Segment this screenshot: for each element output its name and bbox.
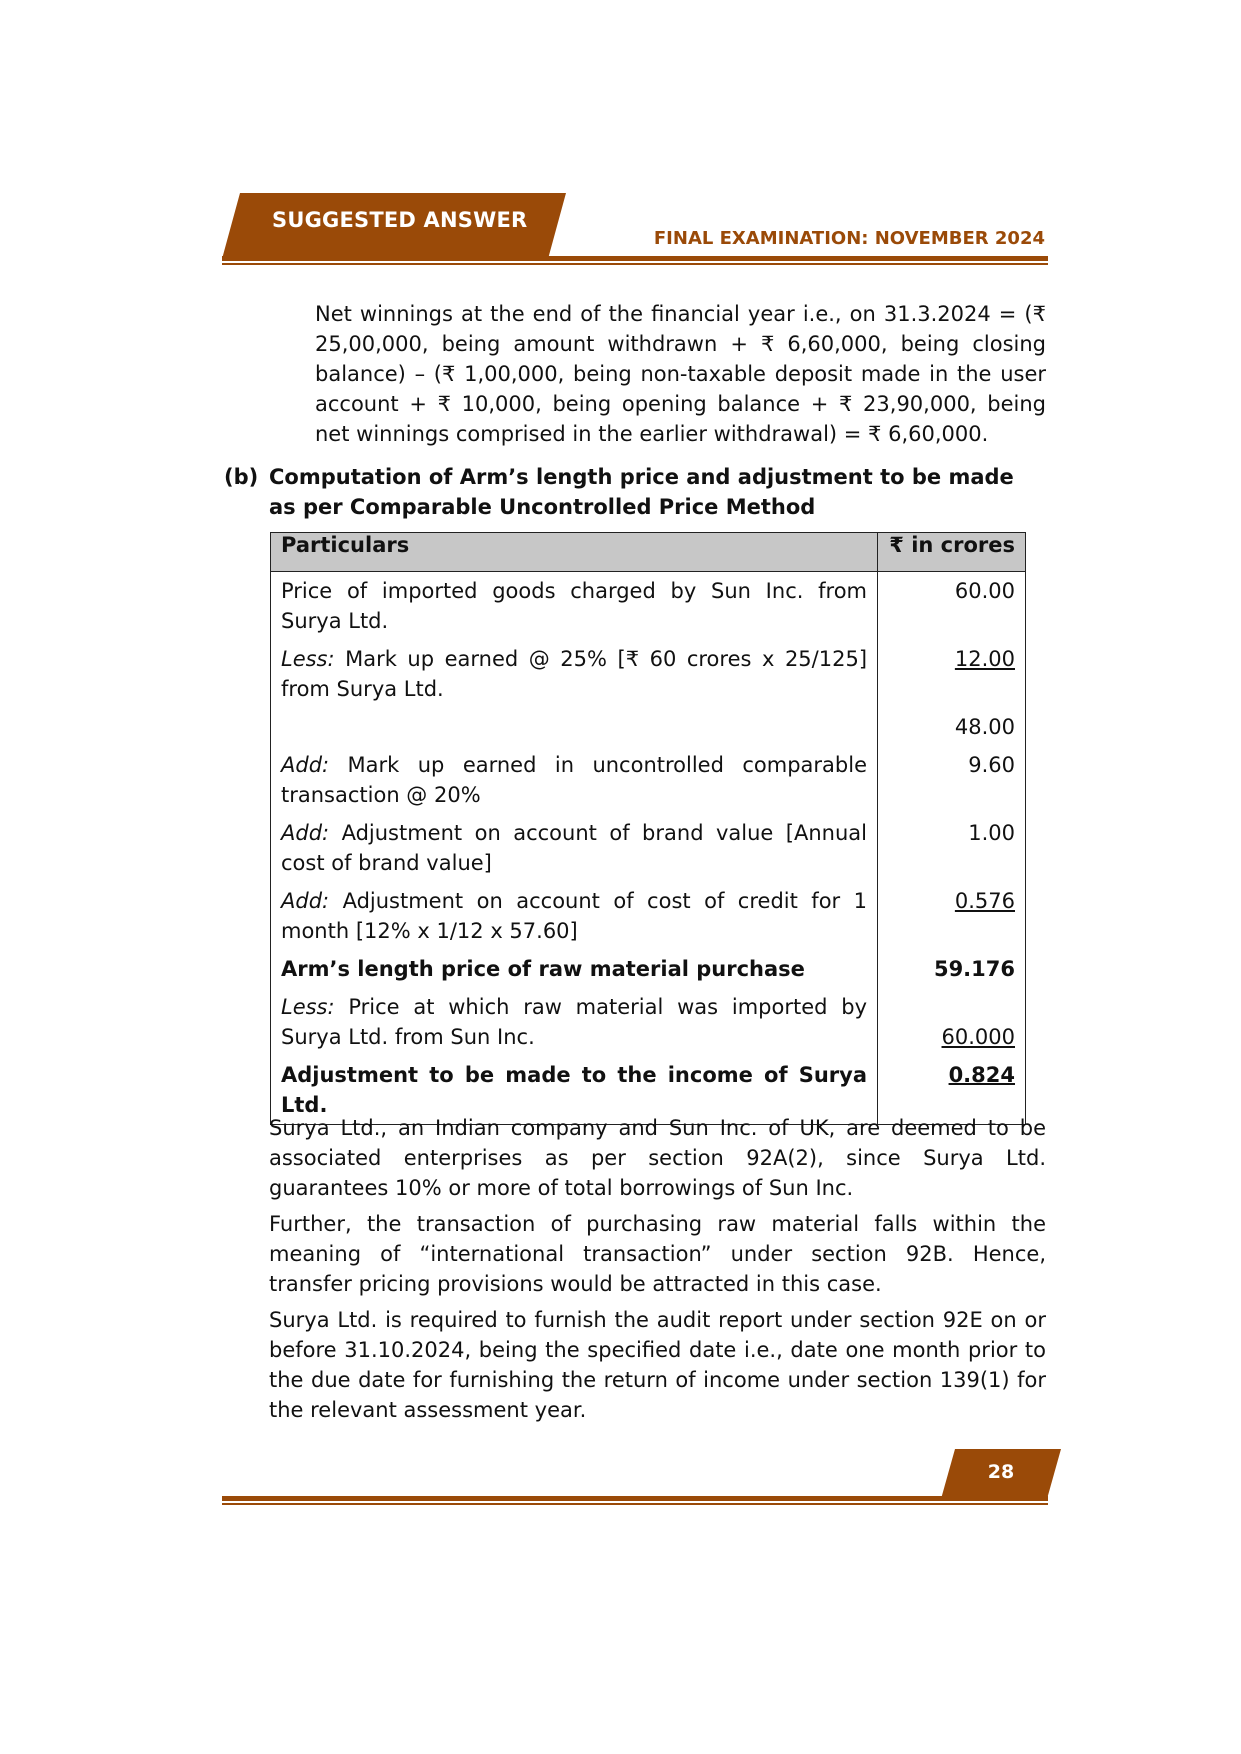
table-row — [271, 708, 1026, 746]
paragraph-associated-enterprises: Surya Ltd., an Indian company and Sun Inc. of UK, are deemed to be associated enterprises as per section 92A(2), since Surya Ltd. guarantees 10% or more of total borrowings of Sun Inc. — [269, 1116, 1046, 1200]
row-particulars: Less: Mark up earned @ 25% [₹ 60 crores x 25/125] from Surya Ltd. — [271, 640, 878, 708]
table-row — [271, 640, 1026, 708]
row-amount: 9.60 — [878, 746, 1026, 814]
table-row — [271, 814, 1026, 882]
table-header-row — [271, 533, 1026, 572]
header-rule-thin — [222, 263, 1048, 265]
row-particulars — [271, 708, 878, 746]
row-prefix: Less: — [281, 647, 335, 671]
row-particulars: Add: Mark up earned in uncontrolled comparable transaction @ 20% — [271, 746, 878, 814]
header-amount: ₹ in crores — [878, 533, 1026, 572]
question-heading: Computation of Arm’s length price and adjustment to be made as per Comparable Uncontrolled Price Method — [269, 465, 1014, 519]
table-row — [271, 988, 1026, 1056]
page-number: 28 — [987, 1461, 1015, 1483]
row-amount: 60.000 — [878, 988, 1026, 1056]
row-particulars: Add: Adjustment on account of brand value [Annual cost of brand value] — [271, 814, 878, 882]
table-row — [271, 950, 1026, 988]
paragraph-international-transaction: Further, the transaction of purchasing raw material falls within the meaning of “international transaction” under section 92B. Hence, transfer pricing provisions would be attracted in this case. — [269, 1212, 1046, 1296]
row-amount: 0.576 — [878, 882, 1026, 950]
row-prefix: Add: — [281, 821, 330, 845]
table-row — [271, 882, 1026, 950]
table-row — [271, 572, 1026, 641]
row-amount: 1.00 — [878, 814, 1026, 882]
row-prefix: Add: — [281, 889, 330, 913]
exam-title: FINAL EXAMINATION: NOVEMBER 2024 — [653, 228, 1045, 249]
header-particulars: Particulars — [271, 533, 878, 572]
header-tab-label: SUGGESTED ANSWER — [272, 208, 528, 232]
computation-table — [270, 532, 1026, 1125]
intro-paragraph: Net winnings at the end of the financial year i.e., on 31.3.2024 = (₹ 25,00,000, being amount withdrawn + ₹ 6,60,000, being closing balance) – (₹ 1,00,000, being non-taxable deposit made in the user account + ₹ 10,000, being opening balance + ₹ 23,90,000, being net winnings comprised in the earlier withdrawal) = ₹ 6,60,000. — [315, 302, 1046, 446]
row-particulars: Add: Adjustment on account of cost of credit for 1 month [12% x 1/12 x 57.60] — [271, 882, 878, 950]
header-rule-thick — [222, 256, 1048, 261]
row-amount: 48.00 — [878, 708, 1026, 746]
footer-rule-thick — [222, 1496, 1048, 1501]
question-marker: (b) — [224, 465, 259, 489]
row-particulars: Less: Price at which raw material was imported by Surya Ltd. from Sun Inc. — [271, 988, 878, 1056]
row-particulars: Price of imported goods charged by Sun Inc. from Surya Ltd. — [271, 572, 878, 641]
paragraph-audit-report: Surya Ltd. is required to furnish the audit report under section 92E on or before 31.10.2024, being the specified date i.e., date one month prior to the due date for furnishing the return of income under section 139(1) for the relevant assessment year. — [269, 1308, 1046, 1422]
row-amount: 12.00 — [878, 640, 1026, 708]
footer-rule-thin — [222, 1503, 1048, 1505]
row-particulars: Arm’s length price of raw material purchase — [271, 950, 878, 988]
table-row — [271, 746, 1026, 814]
row-amount: 0.824 — [878, 1056, 1026, 1125]
row-amount: 59.176 — [878, 950, 1026, 988]
row-particulars: Adjustment to be made to the income of Surya Ltd. — [271, 1056, 878, 1125]
row-amount: 60.00 — [878, 572, 1026, 641]
row-prefix: Less: — [281, 995, 335, 1019]
row-prefix: Add: — [281, 753, 330, 777]
